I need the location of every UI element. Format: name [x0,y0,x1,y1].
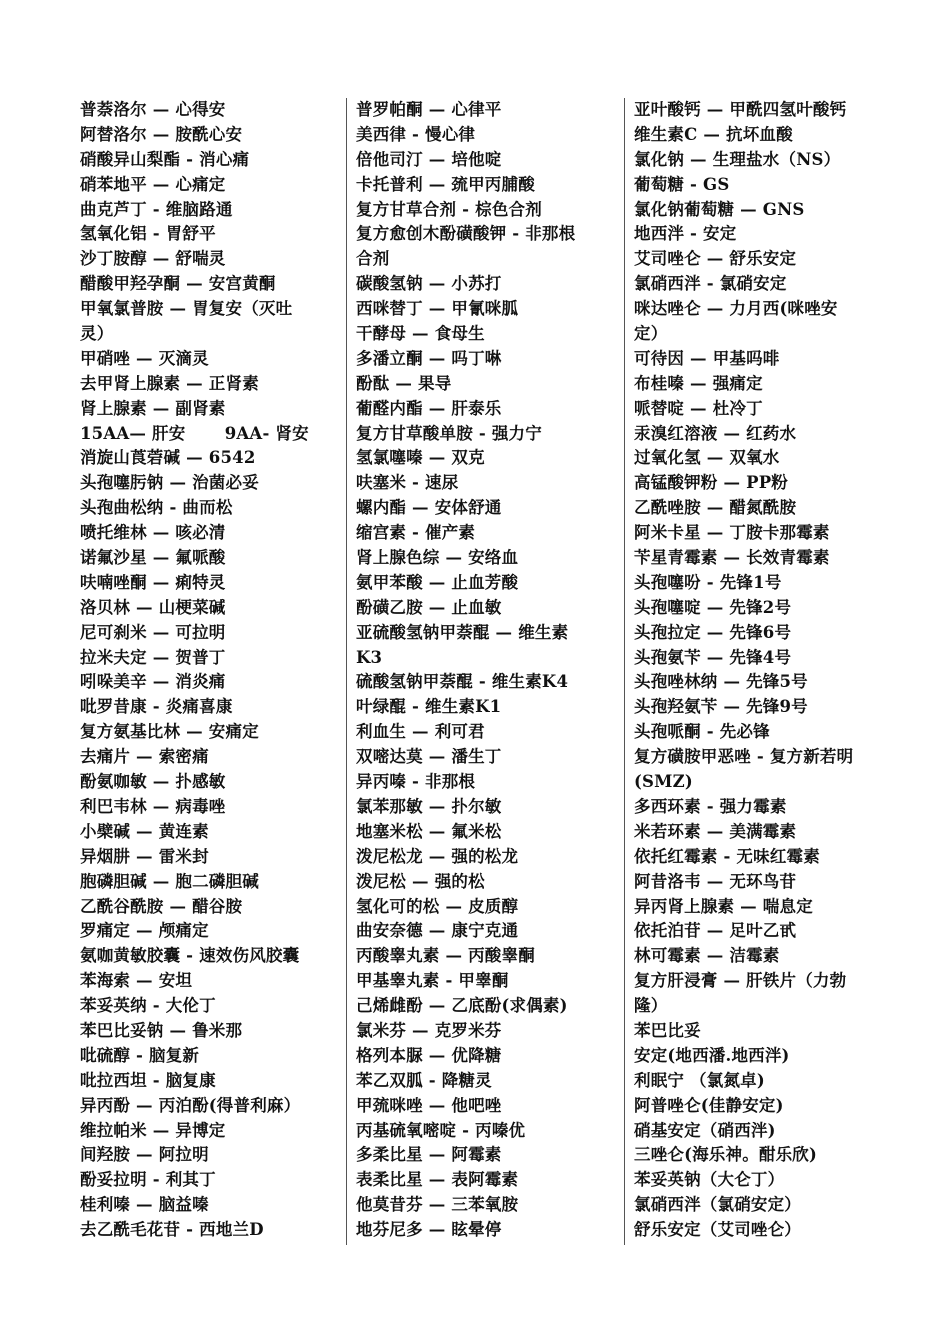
drug-name-entry: 硝基安定（硝西泮) [634,1120,776,1140]
drug-name-entry: 吲哚美辛 — 消炎痛 [80,672,226,692]
drug-name-entry: 乙酰唑胺 — 醋氮酰胺 [634,498,797,518]
drug-name-entry: 酚磺乙胺 — 止血敏 [356,597,502,617]
drug-name-entry: 苯乙双胍 - 降糖灵 [356,1070,492,1090]
drug-name-entry: 硫酸氢钠甲萘醌 - 维生素K4 [356,672,569,692]
drug-name-entry: 去痛片 — 索密痛 [80,747,209,767]
drug-name-entry: 甲硝唑 — 灭滴灵 [80,348,209,368]
drug-name-entry: 桂利嗪 — 脑益嗪 [80,1195,209,1215]
drug-name-entry: 普罗帕酮 — 心律平 [356,100,502,119]
drug-name-entry: 氯化钠葡萄糖 — GNS [634,199,805,219]
drug-name-entry: 吡拉西坦 - 脑复康 [80,1070,216,1090]
drug-name-entry: 利血生 — 利可君 [356,722,485,742]
drug-name-entry: 15AA— 肝安 9AA- 肾安 [80,423,309,443]
drug-name-entry: 呋喃唑酮 — 痢特灵 [80,572,226,592]
drug-name-entry: 阿昔洛韦 — 无环鸟苷 [634,871,797,891]
drug-name-entry: 小檗碱 — 黄连素 [80,821,209,841]
drug-name-entry: 苯巴比妥钠 — 鲁米那 [80,1020,243,1040]
drug-name-entry: 汞溴红溶液 — 红药水 [634,423,797,443]
drug-name-entry: 呋塞米 - 速尿 [356,473,459,493]
drug-name-entry: 苯妥英钠（大仑丁） [634,1170,785,1190]
drug-name-entry: 甲基睾丸素 - 甲睾酮 [356,971,509,991]
drug-name-entry: 复方氨基比林 — 安痛定 [80,722,259,742]
drug-name-entry: 美西律 - 慢心律 [356,124,476,144]
drug-name-entry: 酚酞 — 果导 [356,373,452,393]
drug-name-entry: 多潘立酮 — 吗丁啉 [356,348,502,368]
drug-name-entry: 哌替啶 — 杜冷丁 [634,398,763,418]
drug-name-entry: 头孢唑林纳 — 先锋5号 [634,672,808,692]
drug-name-entry: 亚叶酸钙 — 甲酰四氢叶酸钙 [634,100,847,119]
drug-name-entry: 氨咖黄敏胶囊 - 速效伤风胶囊 [80,946,300,966]
drug-name-entry: 肾上腺素 — 副肾素 [80,398,226,418]
drug-name-entry: 氯硝西泮（氯硝安定） [634,1195,801,1215]
drug-name-entry: 利巴韦林 — 病毒唑 [80,796,226,816]
drug-name-entry: 头孢羟氨苄 — 先锋9号 [634,697,808,717]
drug-name-entry: 头孢氨苄 — 先锋4号 [634,647,792,667]
drug-name-entry: 维拉帕米 — 异博定 [80,1120,226,1140]
drug-name-entry: 螺内酯 — 安体舒通 [356,498,502,518]
drug-name-entry: 泼尼松 — 强的松 [356,871,485,891]
drug-name-entry: 隆） [634,996,668,1016]
drug-name-entry: 头孢噻吩 - 先锋1号 [634,572,782,592]
drug-name-entry: 丙基硫氧嘧啶 - 丙嗪优 [356,1120,526,1140]
drug-name-entry: 灵） [80,324,114,344]
drug-name-entry: 亚硫酸氢钠甲萘醌 — 维生素 [356,622,569,642]
drug-name-entry: 卡托普利 — 巯甲丙脯酸 [356,174,535,194]
drug-list-column-3 [634,98,896,1243]
drug-name-entry: 硝酸异山梨酯 - 消心痛 [80,149,250,169]
drug-name-entry: 头孢拉定 — 先锋6号 [634,622,792,642]
drug-name-entry: 丙酸睾丸素 — 丙酸睾酮 [356,946,535,966]
drug-name-entry: 苯妥英纳 - 大伦丁 [80,996,216,1016]
drug-name-entry: 依托红霉素 - 无味红霉素 [634,846,820,866]
drug-name-entry: 己烯雌酚 — 乙底酚(求偶素) [356,996,568,1016]
drug-name-entry: 葡醛内酯 — 肝泰乐 [356,398,502,418]
drug-name-entry: 干酵母 — 食母生 [356,324,485,344]
drug-name-entry: 吡硫醇 - 脑复新 [80,1045,200,1065]
drug-name-entry: 地芬尼多 — 眩晕停 [356,1220,502,1240]
drug-name-entry: 氢氯噻嗪 — 双克 [356,448,485,468]
drug-name-entry: 叶绿醌 - 维生素K1 [356,697,502,717]
drug-name-entry: 利眠宁 （氯氮卓) [634,1070,765,1090]
drug-name-entry: 诺氟沙星 — 氟哌酸 [80,548,226,568]
drug-name-entry: 格列本脲 — 优降糖 [356,1045,502,1065]
drug-name-entry: 依托泊苷 — 足叶乙甙 [634,921,797,941]
drug-name-entry: 林可霉素 — 洁霉素 [634,946,780,966]
drug-name-entry: 乙酰谷酰胺 — 醋谷胺 [80,896,243,916]
column-divider [346,98,347,1245]
column-divider [624,98,625,1245]
drug-name-entry: 消旋山莨菪碱 — 6542 [80,448,256,468]
drug-name-entry: 艾司唑仑 — 舒乐安定 [634,249,797,269]
drug-name-entry: 头孢曲松纳 - 曲而松 [80,498,233,518]
drug-name-entry: 双嘧达莫 — 潘生丁 [356,747,502,767]
drug-name-entry: 去乙酰毛花苷 - 西地兰D [80,1220,264,1240]
drug-name-entry: 定） [634,324,668,344]
drug-name-entry: 咪达唑仑 — 力月西(咪唑安 [634,299,838,319]
drug-name-entry: 缩宫素 - 催产素 [356,523,476,543]
drug-name-entry: 多柔比星 — 阿霉素 [356,1145,502,1165]
drug-name-entry: 异烟肼 — 雷米封 [80,846,209,866]
drug-name-entry: 沙丁胺醇 — 舒喘灵 [80,249,226,269]
drug-name-entry: 葡萄糖 - GS [634,174,730,194]
drug-name-entry: 复方肝浸膏 — 肝铁片（力勃 [634,971,847,991]
drug-name-entry: 苯巴比妥 [634,1020,701,1040]
drug-name-entry: 拉米夫定 — 贺普丁 [80,647,226,667]
drug-name-entry: 尼可刹米 — 可拉明 [80,622,226,642]
drug-name-entry: 阿替洛尔 — 胺酰心安 [80,124,243,144]
drug-name-entry: 吡罗昔康 - 炎痛喜康 [80,697,233,717]
drug-name-entry: 胞磷胆碱 — 胞二磷胆碱 [80,871,259,891]
drug-name-entry: 合剂 [356,249,390,269]
drug-name-entry: 复方甘草酸单胺 - 强力宁 [356,423,542,443]
drug-name-entry: 普萘洛尔 — 心得安 [80,100,226,119]
drug-name-entry: K3 [356,647,383,667]
drug-name-entry: 过氧化氢 — 双氧水 [634,448,780,468]
drug-name-entry: 倍他司汀 — 培他啶 [356,149,502,169]
drug-name-entry: 罗痛定 — 颅痛定 [80,921,209,941]
drug-name-entry: 氢化可的松 — 皮质醇 [356,896,519,916]
drug-name-entry: 氨甲苯酸 — 止血芳酸 [356,572,519,592]
drug-name-entry: 洛贝林 — 山梗菜碱 [80,597,226,617]
drug-name-entry: 头孢噻啶 — 先锋2号 [634,597,792,617]
drug-name-entry: 甲氧氯普胺 — 胃复安（灭吐 [80,299,293,319]
drug-name-entry: 曲克芦丁 - 维脑路通 [80,199,233,219]
drug-name-entry: 异丙嗪 - 非那根 [356,772,476,792]
drug-list-column-2 [356,98,618,1243]
drug-name-entry: 复方愈创木酚磺酸钾 - 非那根 [356,224,576,244]
drug-name-entry: 头孢哌酮 - 先必锋 [634,722,770,742]
drug-name-entry: 多西环素 - 强力霉素 [634,796,787,816]
drug-name-entry: 他莫昔芬 — 三苯氧胺 [356,1195,519,1215]
drug-name-entry: 苯海索 — 安坦 [80,971,193,991]
drug-list-column-1 [80,98,338,1243]
drug-name-entry: 苄星青霉素 — 长效青霉素 [634,548,830,568]
drug-name-entry: 硝苯地平 — 心痛定 [80,174,226,194]
drug-name-entry: 去甲肾上腺素 — 正肾素 [80,373,259,393]
drug-name-entry: 氯米芬 — 克罗米芬 [356,1020,502,1040]
drug-name-entry: 氯硝西泮 - 氯硝安定 [634,274,787,294]
drug-name-entry: 头孢噻肟钠 — 治菌必妥 [80,473,259,493]
drug-name-entry: 醋酸甲羟孕酮 — 安宫黄酮 [80,274,276,294]
drug-name-entry: 碳酸氢钠 — 小苏打 [356,274,502,294]
drug-name-entry: 泼尼松龙 — 强的松龙 [356,846,519,866]
drug-name-entry: (SMZ) [634,772,693,792]
drug-name-entry: 阿普唑仑(佳静安定) [634,1095,784,1115]
drug-name-entry: 间羟胺 — 阿拉明 [80,1145,209,1165]
drug-name-entry: 异丙酚 — 丙泊酚(得普利麻） [80,1095,301,1115]
drug-name-entry: 氯化钠 — 生理盐水（NS） [634,149,841,169]
drug-name-entry: 高锰酸钾粉 — PP粉 [634,473,789,493]
drug-name-entry: 复方甘草合剂 - 棕色合剂 [356,199,542,219]
drug-name-entry: 可待因 — 甲基吗啡 [634,348,780,368]
drug-name-entry: 肾上腺色综 — 安络血 [356,548,519,568]
drug-name-entry: 复方磺胺甲恶唑 - 复方新若明 [634,747,854,767]
drug-name-entry: 表柔比星 — 表阿霉素 [356,1170,519,1190]
drug-name-entry: 米若环素 — 美满霉素 [634,821,797,841]
drug-name-entry: 三唑仑(海乐神。酣乐欣) [634,1145,818,1165]
drug-name-entry: 安定(地西潘.地西泮) [634,1045,790,1065]
drug-name-entry: 阿米卡星 — 丁胺卡那霉素 [634,523,830,543]
drug-name-entry: 甲巯咪唑 — 他吧唑 [356,1095,502,1115]
drug-name-entry: 酚氨咖敏 — 扑感敏 [80,772,226,792]
drug-name-entry: 氢氧化铝 - 胃舒平 [80,224,216,244]
drug-name-entry: 氯苯那敏 — 扑尔敏 [356,796,502,816]
drug-name-entry: 维生素C — 抗坏血酸 [634,124,793,144]
drug-name-entry: 舒乐安定（艾司唑仑） [634,1220,801,1240]
drug-name-entry: 曲安奈德 — 康宁克通 [356,921,519,941]
drug-name-entry: 地塞米松 — 氟米松 [356,821,502,841]
drug-name-entry: 喷托维林 — 咳必清 [80,523,226,543]
drug-name-entry: 异丙肾上腺素 — 喘息定 [634,896,813,916]
drug-name-entry: 酚妥拉明 - 利其丁 [80,1170,216,1190]
drug-name-entry: 地西泮 - 安定 [634,224,737,244]
drug-name-entry: 西咪替丁 — 甲氰咪胍 [356,299,519,319]
drug-name-entry: 布桂嗪 — 强痛定 [634,373,763,393]
